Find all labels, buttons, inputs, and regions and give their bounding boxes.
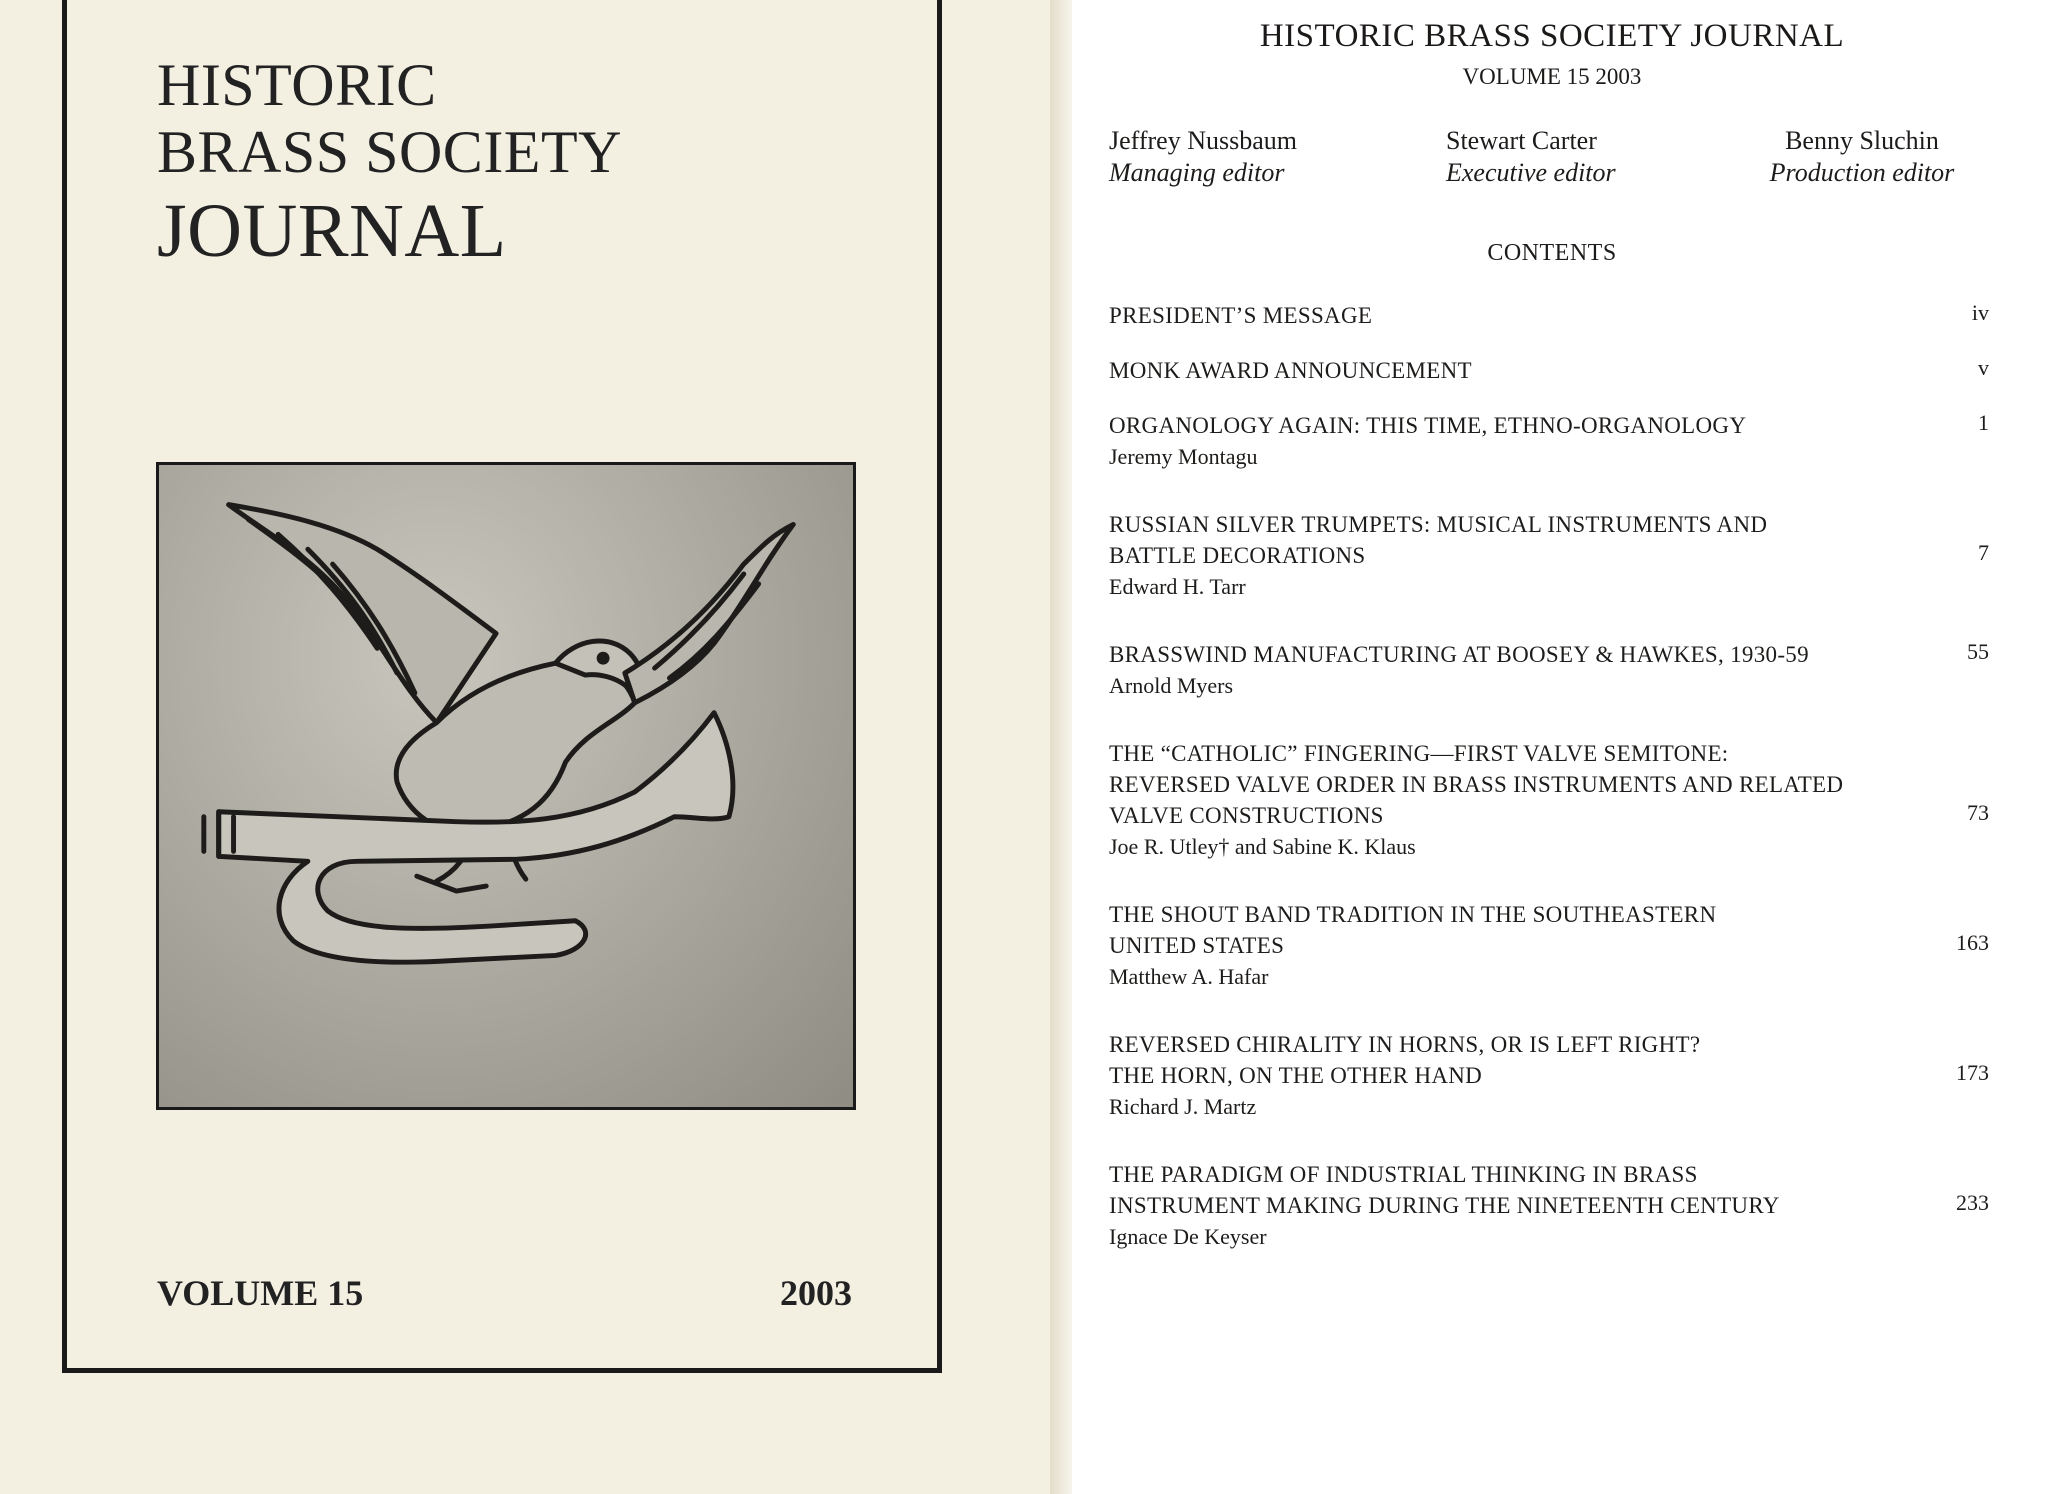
toc-page-number: 55 — [1967, 639, 1989, 664]
eagle-icon — [159, 465, 853, 1107]
cover-volume: VOLUME 15 — [157, 1273, 364, 1313]
volume-line: VOLUME 15 2003 — [1462, 64, 1642, 89]
toc-title: BRASSWIND MANUFACTURING AT BOOSEY & HAWKES, 1930-59 — [1109, 642, 1809, 667]
toc-page-number: 1 — [1978, 410, 1989, 435]
toc-entry[interactable] — [1109, 639, 1989, 702]
editor-name: Benny Sluchin — [1785, 126, 1939, 155]
editor-role: Production editor — [1769, 158, 1955, 187]
editor-executive — [1446, 126, 1746, 188]
toc-page-number: 7 — [1978, 540, 1989, 565]
toc-title: THE “CATHOLIC” FINGERING—FIRST VALVE SEMITONE: REVERSED VALVE ORDER IN BRASS INSTRUMENTS AND RELATED VALVE CONSTRUCTIONS — [1109, 741, 1844, 828]
toc-entry[interactable] — [1109, 1029, 1989, 1123]
cover-title-line1: HISTORIC — [157, 52, 437, 118]
cover-year: 2003 — [780, 1273, 852, 1313]
toc-title: THE SHOUT BAND TRADITION IN THE SOUTHEASTERN UNITED STATES — [1109, 902, 1717, 958]
toc-page-number: 173 — [1956, 1060, 1989, 1085]
cover-title-line2: BRASS SOCIETY — [157, 119, 622, 186]
toc-title: REVERSED CHIRALITY IN HORNS, OR IS LEFT RIGHT? THE HORN, ON THE OTHER HAND — [1109, 1032, 1701, 1088]
toc-title: RUSSIAN SILVER TRUMPETS: MUSICAL INSTRUMENTS AND BATTLE DECORATIONS — [1109, 512, 1768, 568]
toc-author: Joe R. Utley† and Sabine K. Klaus — [1109, 834, 1416, 859]
toc-title: PRESIDENT’S MESSAGE — [1109, 303, 1373, 328]
toc-page-number: 233 — [1956, 1190, 1989, 1215]
toc-author: Arnold Myers — [1109, 673, 1234, 698]
contents-heading: CONTENTS — [1487, 240, 1617, 266]
toc-entry[interactable] — [1109, 410, 1989, 473]
toc-page-number: v — [1978, 355, 1989, 380]
toc-author: Matthew A. Hafar — [1109, 964, 1269, 989]
cover-title — [157, 52, 622, 278]
toc-page-number: iv — [1971, 300, 1989, 325]
toc-author: Jeremy Montagu — [1109, 444, 1258, 469]
page-gutter — [1050, 0, 1072, 1494]
cover-title-line3: JOURNAL — [157, 189, 507, 274]
toc-entry[interactable] — [1109, 1159, 1989, 1253]
toc-title: THE PARADIGM OF INDUSTRIAL THINKING IN BRASS INSTRUMENT MAKING DURING THE NINETEENTH CENTURY — [1109, 1162, 1780, 1218]
toc-title: ORGANOLOGY AGAIN: THIS TIME, ETHNO-ORGANOLOGY — [1109, 413, 1747, 438]
toc-author: Richard J. Martz — [1109, 1094, 1257, 1119]
toc-entry[interactable] — [1109, 355, 1989, 386]
journal-title: HISTORIC BRASS SOCIETY JOURNAL — [1259, 18, 1845, 54]
editor-role: Executive editor — [1446, 158, 1616, 187]
toc-entry[interactable] — [1109, 509, 1989, 603]
editor-name: Stewart Carter — [1446, 126, 1597, 155]
toc-title: MONK AWARD ANNOUNCEMENT — [1109, 358, 1472, 383]
toc-author: Edward H. Tarr — [1109, 574, 1246, 599]
toc-entry[interactable] — [1109, 300, 1989, 331]
toc-page-number: 73 — [1967, 800, 1989, 825]
eagle-bugle-illustration — [156, 462, 856, 1110]
editor-managing — [1109, 126, 1409, 188]
toc-entry[interactable] — [1109, 899, 1989, 993]
toc-entry[interactable] — [1109, 738, 1989, 863]
editor-name: Jeffrey Nussbaum — [1109, 126, 1297, 155]
table-of-contents — [1109, 300, 1989, 1289]
contents-page — [1072, 0, 2048, 1494]
toc-author: Ignace De Keyser — [1109, 1224, 1267, 1249]
toc-page-number: 163 — [1956, 930, 1989, 955]
editor-role: Managing editor — [1109, 158, 1285, 187]
editor-production — [1742, 126, 1982, 188]
